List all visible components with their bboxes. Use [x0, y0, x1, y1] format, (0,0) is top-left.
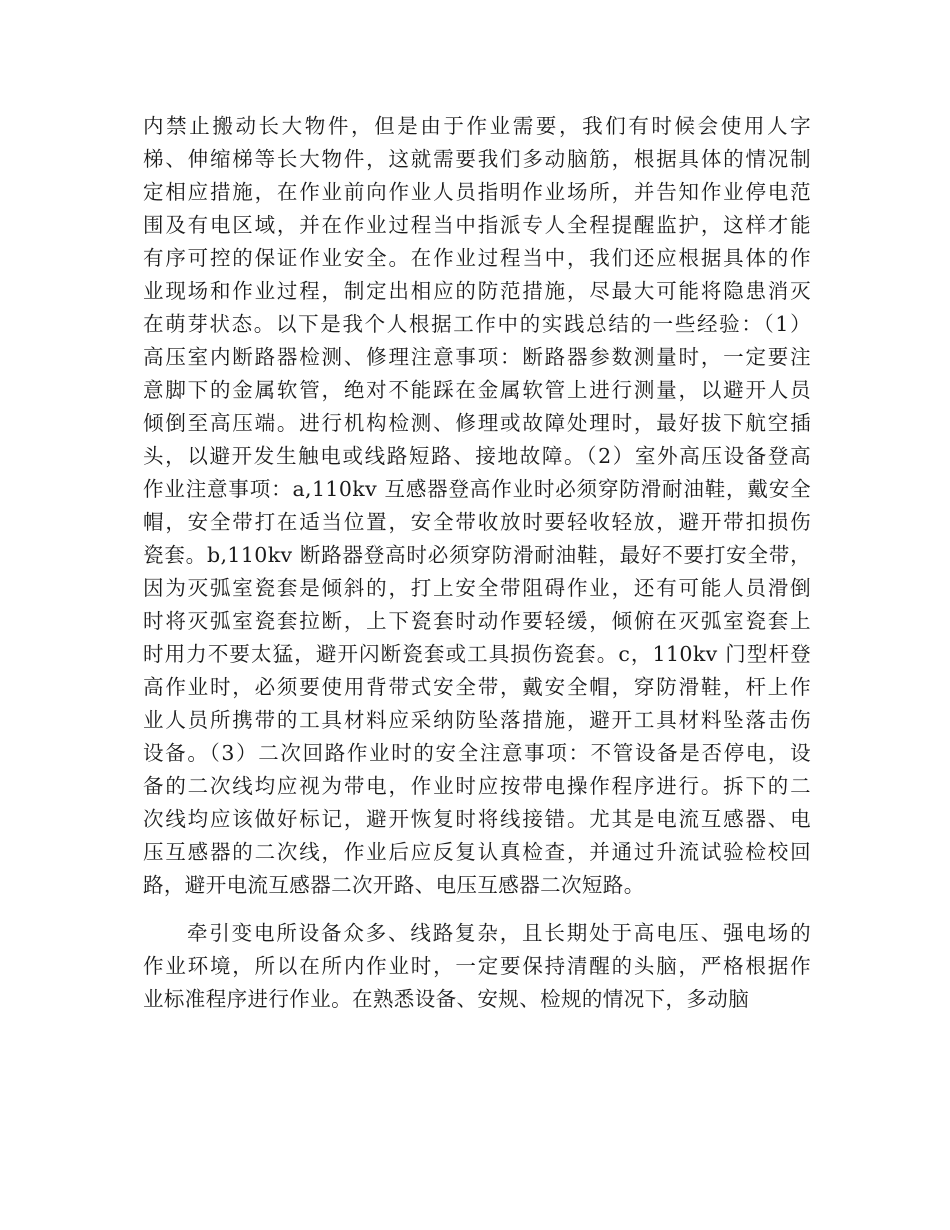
text-line: 时将灭弧室瓷套拉断，上下瓷套时动作要轻缓，倾俯在灭弧室瓷套上	[143, 609, 811, 633]
text-line: 有序可控的保证作业安全。在作业过程当中，我们还应根据具体的作	[143, 246, 811, 270]
text-line: 帽，安全带打在适当位置，安全带收放时要轻收轻放，避开带扣损伤	[143, 510, 811, 534]
text-line: 次线均应该做好标记，避开恢复时将线接错。尤其是电流互感器、电	[143, 807, 811, 831]
text-line: 设备。（3）二次回路作业时的安全注意事项：不管设备是否停电，设	[143, 741, 811, 765]
text-line: 时用力不要太猛，避开闪断瓷套或工具损伤瓷套。c，110kv 门型杆登	[143, 642, 811, 666]
text-line-last: 路，避开电流互感器二次开路、电压互感器二次短路。	[143, 873, 645, 897]
document-body	[143, 110, 811, 1016]
text-line: 备的二次线均应视为带电，作业时应按带电操作程序进行。拆下的二	[143, 774, 811, 798]
text-line: 业人员所携带的工具材料应采纳防坠落措施，避开工具材料坠落击伤	[143, 708, 811, 732]
text-line: 作业环境，所以在所内作业时，一定要保持清醒的头脑，严格根据作	[143, 954, 811, 978]
paragraph-2	[143, 917, 811, 1016]
text-line: 业标准程序进行作业。在熟悉设备、安规、检规的情况下，多动脑	[143, 987, 750, 1011]
text-line: 高压室内断路器检测、修理注意事项：断路器参数测量时，一定要注	[143, 345, 811, 369]
text-line: 高作业时，必须要使用背带式安全带，戴安全帽，穿防滑鞋，杆上作	[143, 675, 811, 699]
text-line: 围及有电区域，并在作业过程当中指派专人全程提醒监护，这样才能	[143, 213, 811, 237]
text-line: 作业注意事项：a,110kv 互感器登高作业时必须穿防滑耐油鞋，戴安全	[143, 477, 811, 501]
text-line: 梯、伸缩梯等长大物件，这就需要我们多动脑筋，根据具体的情况制	[143, 147, 811, 171]
text-line: 头，以避开发生触电或线路短路、接地故障。（2）室外高压设备登高	[143, 444, 811, 468]
text-line: 因为灭弧室瓷套是倾斜的，打上安全带阻碍作业，还有可能人员滑倒	[143, 576, 811, 600]
text-line: 在萌芽状态。以下是我个人根据工作中的实践总结的一些经验：（1）	[143, 312, 811, 336]
text-line: 瓷套。b,110kv 断路器登高时必须穿防滑耐油鞋，最好不要打安全带，	[143, 543, 811, 567]
paragraph-spacer	[143, 902, 811, 917]
paragraph-1	[143, 110, 811, 902]
text-line: 业现场和作业过程，制定出相应的防范措施，尽最大可能将隐患消灭	[143, 279, 811, 303]
text-line-first: 牵引变电所设备众多、线路复杂，且长期处于高电压、强电场的	[187, 921, 811, 945]
text-line: 倾倒至高压端。进行机构检测、修理或故障处理时，最好拔下航空插	[143, 411, 811, 435]
text-line: 意脚下的金属软管，绝对不能踩在金属软管上进行测量，以避开人员	[143, 378, 811, 402]
text-line: 压互感器的二次线，作业后应反复认真检查，并通过升流试验检校回	[143, 840, 811, 864]
text-line: 内禁止搬动长大物件，但是由于作业需要，我们有时候会使用人字	[143, 114, 811, 138]
text-line: 定相应措施，在作业前向作业人员指明作业场所，并告知作业停电范	[143, 180, 811, 204]
